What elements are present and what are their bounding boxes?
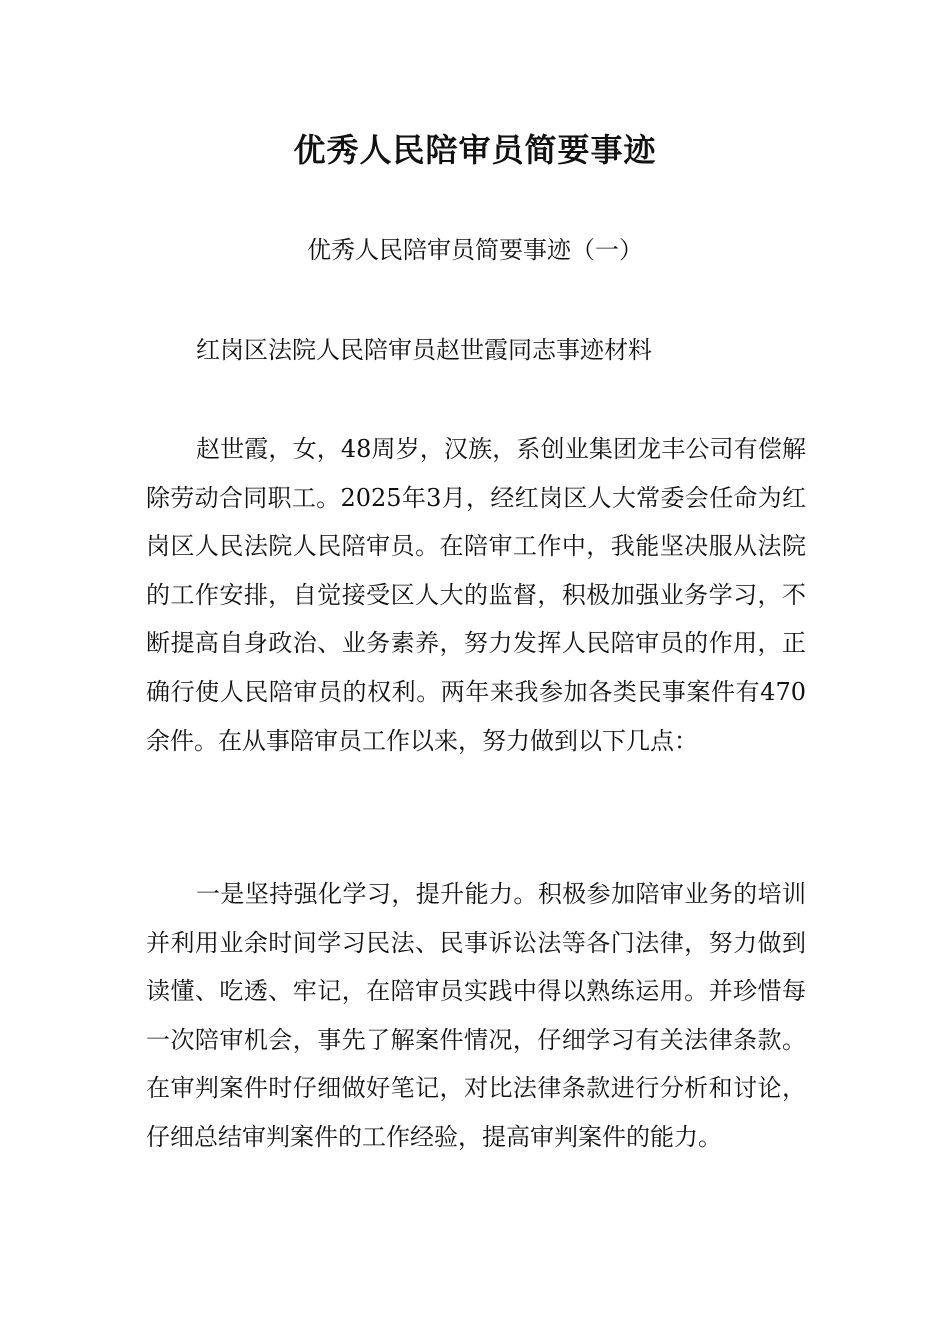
- body-paragraph-2: 一是坚持强化学习，提升能力。积极参加陪审业务的培训并利用业余时间学习民法、民事诉讼法等各门法律，努力做到读懂、吃透、牢记，在陪审员实践中得以熟练运用。并珍惜每一次陪审机会，事先了解案件情况，仔细学习有关法律条款。在审判案件时仔细做好笔记，对比法律条款进行分析和讨论，仔细总结审判案件的工作经验，提高审判案件的能力。: [146, 880, 806, 1151]
- section-heading: 红岗区法院人民陪审员赵世霞同志事迹材料: [196, 336, 652, 364]
- body-paragraph-1: 赵世霞，女，48周岁，汉族，系创业集团龙丰公司有偿解除劳动合同职工。2025年3月，经红岗区人大常委会任命为红岗区人民法院人民陪审员。在陪审工作中，我能坚决服从法院的工作安排，自觉接受区人大的监督，积极加强业务学习，不断提高自身政治、业务素养，努力发挥人民陪审员的作用，正确行使人民陪审员的权利。两年来我参加各类民事案件有470余件。在从事陪审员工作以来，努力做到以下几点：: [146, 435, 806, 755]
- document-subtitle: 优秀人民陪审员简要事迹（一）: [307, 236, 643, 264]
- document-title: 优秀人民陪审员简要事迹: [293, 131, 657, 169]
